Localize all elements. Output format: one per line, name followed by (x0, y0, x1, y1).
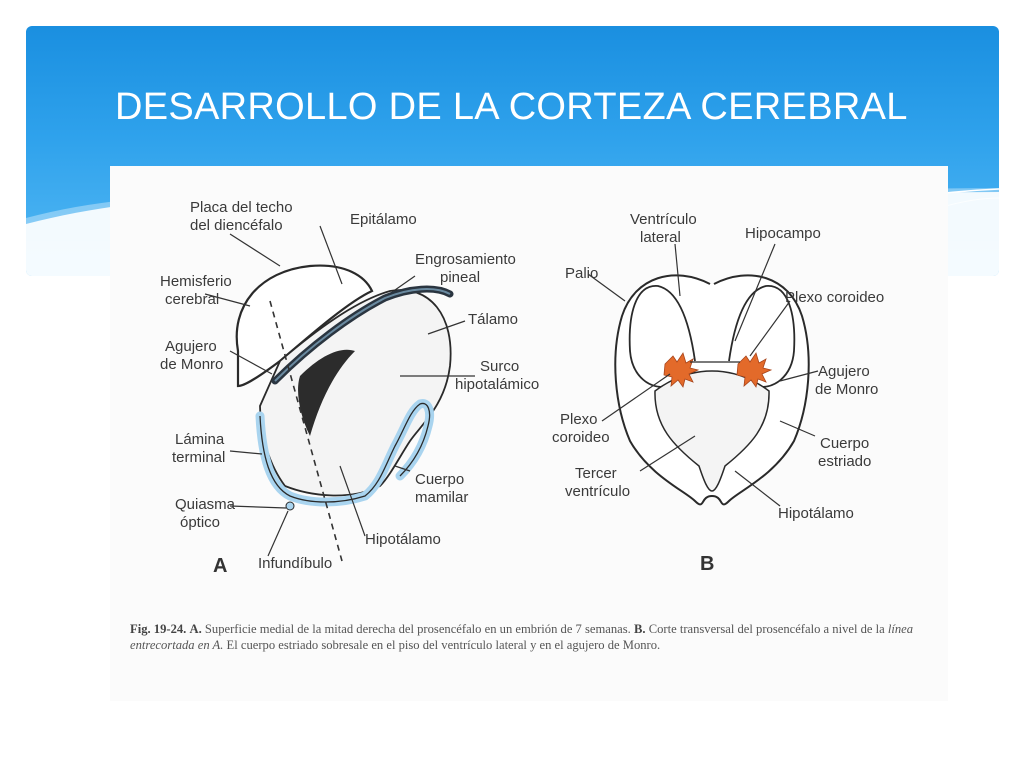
label-ventriculo-1: Ventrículo (630, 211, 697, 228)
caption-b-text-1: Corte transversal del prosencéfalo a nivel de la (648, 622, 885, 636)
label-lamina-1: Lámina (175, 431, 225, 448)
panel-b-letter: B (700, 553, 715, 575)
label-hipotalamo-a: Hipotálamo (365, 531, 441, 548)
label-infundibulo: Infundíbulo (258, 555, 333, 572)
caption-b-text-2: El cuerpo estriado sobresale en el piso del ventrículo lateral y en el agujero de Monro. (226, 638, 661, 652)
label-placa-1: Placa del techo (190, 199, 293, 216)
label-cuerpo-mamilar-1: Cuerpo (415, 471, 465, 488)
label-surco-2: hipotalámico (455, 376, 540, 393)
label-agujero-a-1: Agujero (165, 338, 217, 355)
label-cuerpo-mamilar-2: mamilar (415, 489, 469, 506)
caption-b-italic: línea entrecortada en A. (130, 622, 914, 652)
label-hipotalamo-b: Hipotálamo (778, 505, 854, 522)
label-plexo-coroideo-b: Plexo coroideo (785, 289, 885, 306)
slide-title: DESARROLLO DE LA CORTEZA CEREBRAL (115, 86, 908, 128)
label-agujero-a-2: de Monro (160, 356, 224, 373)
label-plexo-2: coroideo (552, 429, 610, 446)
label-engrosamiento-2: pineal (440, 269, 481, 286)
caption-b-ref: B. (633, 622, 646, 636)
label-placa-2: del diencéfalo (190, 217, 283, 234)
label-hipocampo: Hipocampo (745, 225, 821, 242)
caption-fig-ref: Fig. 19-24. (130, 622, 187, 636)
label-tercer-2: ventrículo (565, 483, 631, 500)
label-hemisferio-2: cerebral (165, 291, 220, 308)
brain-figure (110, 166, 948, 701)
panel-a-diagram (160, 199, 539, 577)
label-talamo: Tálamo (468, 311, 519, 328)
label-plexo-1: Plexo (560, 411, 598, 428)
label-agujero-b-1: Agujero (818, 363, 870, 380)
label-epitalamo: Epitálamo (350, 211, 417, 228)
label-hemisferio-1: Hemisferio (160, 273, 232, 290)
caption-a-text: Superficie medial de la mitad derecha del prosencéfalo en un embrión de 7 semanas. (204, 622, 631, 636)
label-cuerpo-estriado-2: estriado (818, 453, 872, 470)
label-ventriculo-2: lateral (640, 229, 681, 246)
label-tercer-1: Tercer (575, 465, 617, 482)
label-cuerpo-estriado-1: Cuerpo (820, 435, 870, 452)
label-agujero-b-2: de Monro (815, 381, 879, 398)
label-quiasma-2: óptico (180, 514, 221, 531)
label-surco-1: Surco (480, 358, 520, 375)
panel-b-diagram (552, 211, 884, 575)
panel-a-letter: A (213, 555, 228, 577)
label-quiasma-1: Quiasma (175, 496, 236, 513)
label-palio: Palio (565, 265, 599, 282)
label-lamina-2: terminal (172, 449, 226, 466)
caption-a-ref: A. (189, 622, 202, 636)
label-engrosamiento-1: Engrosamiento (415, 251, 516, 268)
figure-caption (130, 621, 930, 653)
